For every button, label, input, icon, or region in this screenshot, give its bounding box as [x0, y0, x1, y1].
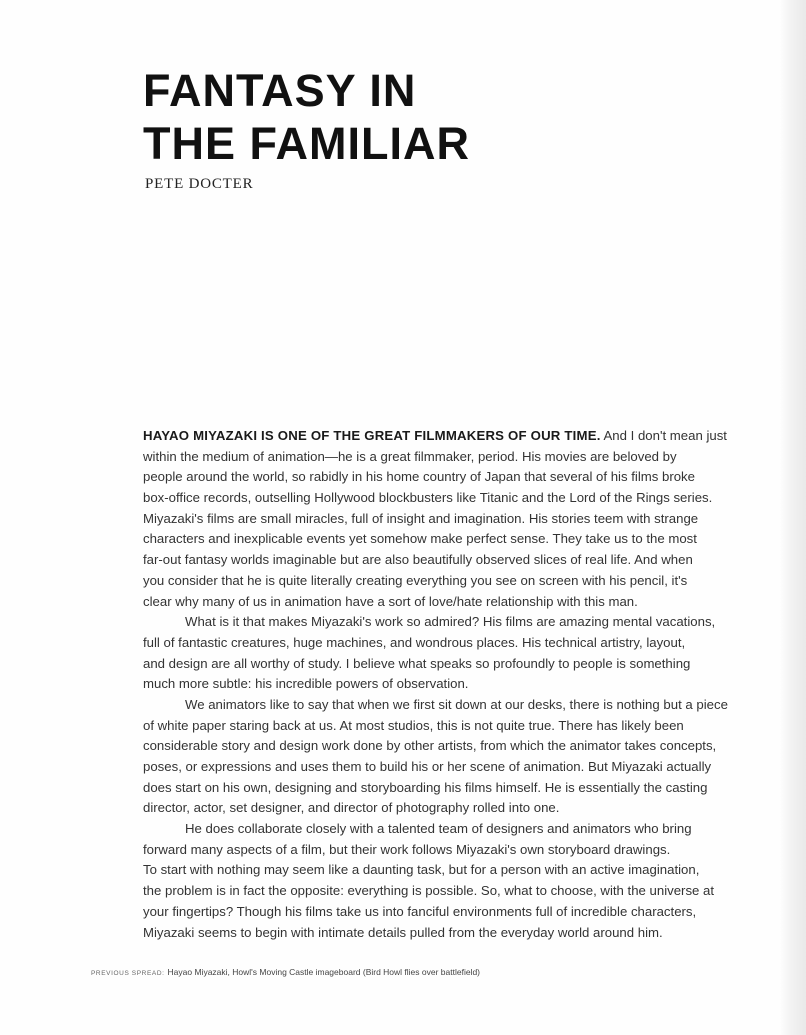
body-line: the problem is in fact the opposite: everything is possible. So, what to choose, with the universe at [143, 883, 715, 899]
body-line: box-office records, outselling Hollywood blockbusters like Titanic and the Lord of the Rings series. [143, 490, 713, 506]
title-line-2: THE FAMILIAR [143, 118, 470, 169]
body-line: within the medium of animation—he is a great filmmaker, period. His movies are beloved by [143, 448, 677, 464]
body-line: your fingertips? Though his films take us into fanciful environments full of incredible characters, [143, 903, 697, 919]
paragraph-start-line: What is it that makes Miyazaki's work so admired? His films are amazing mental vacations, [185, 614, 716, 630]
body-line: director, actor, set designer, and director of photography rolled into one. [143, 800, 560, 816]
body-line: poses, or expressions and uses them to build his or her scene of animation. But Miyazaki actually [143, 759, 712, 774]
page-edge-shadow [780, 0, 806, 1035]
body-line-text: And I don't mean just [600, 428, 727, 443]
body-line: does start on his own, designing and storyboarding his films himself. He is essentially the casting [143, 779, 708, 795]
body-line: forward many aspects of a film, but their work follows Miyazaki's own storyboard drawings. [143, 841, 671, 857]
body-line: much more subtle: his incredible powers of observation. [143, 676, 469, 692]
body-line: you consider that he is quite literally creating everything you see on screen with his pencil, it's [143, 572, 688, 588]
body-line: clear why many of us in animation have a sort of love/hate relationship with this man. [143, 593, 638, 609]
paragraph-start-line: We animators like to say that when we first sit down at our desks, there is nothing but a piece [185, 696, 728, 712]
body-line: full of fantastic creatures, huge machines, and wondrous places. His technical artistry, layout, [143, 634, 686, 650]
body-line: Miyazaki seems to begin with intimate details pulled from the everyday world around him. [143, 924, 663, 940]
body-line: characters and inexplicable events yet somehow make perfect sense. They take us to the most [143, 531, 697, 547]
body-line [143, 426, 747, 447]
body-line: considerable story and design work done by other artists, from which the animator takes concepts, [143, 738, 717, 754]
lead-in-text: HAYAO MIYAZAKI IS ONE OF THE GREAT FILMMAKERS OF OUR TIME. [143, 428, 601, 443]
paragraph-start-line: He does collaborate closely with a talented team of designers and animators who bring [185, 821, 692, 837]
caption-label: PREVIOUS SPREAD: [91, 970, 165, 977]
caption-text: Hayao Miyazaki, Howl's Moving Castle imageboard (Bird Howl flies over battlefield) [167, 967, 481, 977]
body-line: and design are all worthy of study. I believe what speaks so profoundly to people is something [143, 655, 691, 671]
image-caption [91, 967, 480, 977]
body-line: Miyazaki's films are small miracles, full of insight and imagination. His stories teem with strange [143, 510, 699, 526]
title-line-1: FANTASY IN [143, 65, 417, 116]
article-body [143, 426, 747, 943]
body-line: To start with nothing may seem like a daunting task, but for a person with an active imagination, [143, 862, 700, 878]
article-title [143, 64, 470, 170]
body-line: of white paper staring back at us. At most studios, this is not quite true. There has likely been [143, 717, 684, 733]
body-line: far-out fantasy worlds imaginable but are also beautifully observed slices of real life. And when [143, 552, 693, 568]
author-byline: PETE DOCTER [145, 176, 254, 192]
body-line: people around the world, so rabidly in his home country of Japan that several of his films broke [143, 469, 695, 485]
